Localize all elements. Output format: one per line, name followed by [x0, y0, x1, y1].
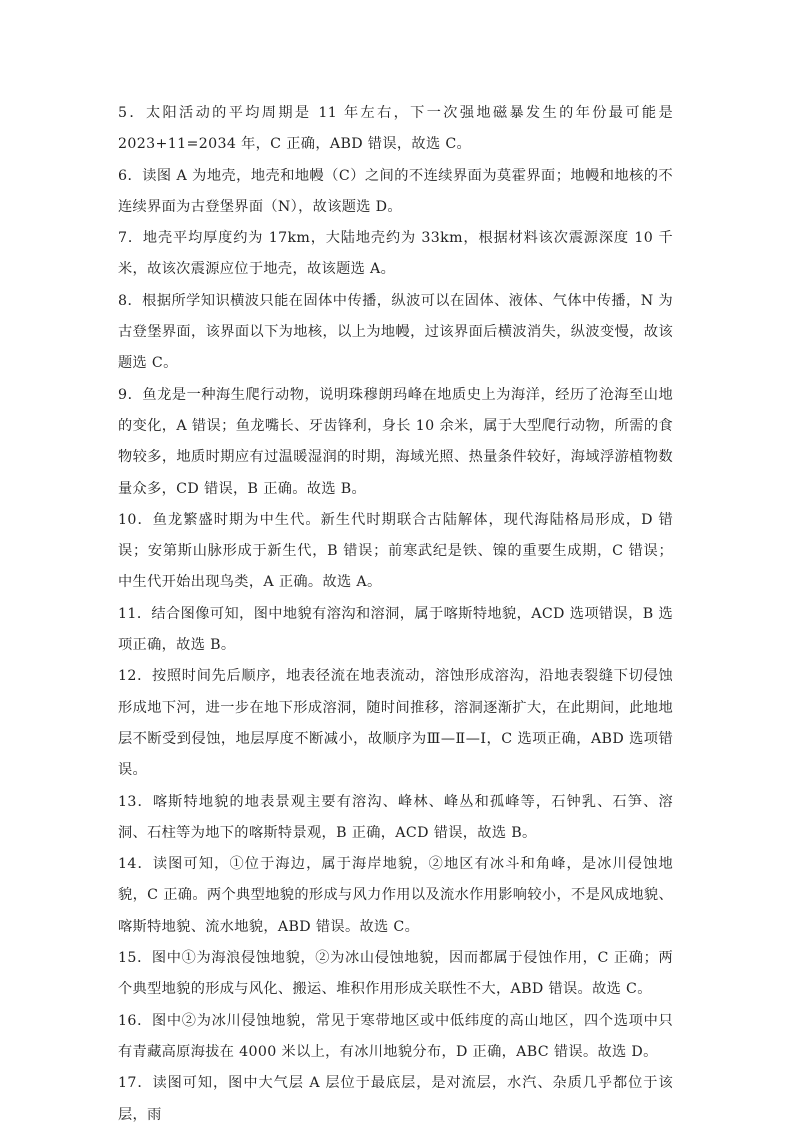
document-page: [118, 98, 673, 1131]
answer-12: 12．按照时间先后顺序，地表径流在地表流动，溶蚀形成溶沟，沿地表裂缝下切侵蚀形成地下河，进一步在地下形成溶洞，随时间推移，溶洞逐渐扩大，在此期间，此地地层不断受到侵蚀，地层厚度不断减小，故顺序为Ⅲ—Ⅱ—Ⅰ，C 选项正确，ABD 选项错误。: [118, 668, 673, 779]
answer-8: 8．根据所学知识横波只能在固体中传播，纵波可以在固体、液体、气体中传播，N 为古登堡界面，该界面以下为地核，以上为地幔，过该界面后横波消失，纵波变慢，故该题选 C。: [118, 292, 673, 372]
answer-6: 6．读图 A 为地壳，地壳和地幔（C）之间的不连续界面为莫霍界面；地幔和地核的不连续界面为古登堡界面（N），故该题选 D。: [118, 167, 673, 215]
answer-15: 15．图中①为海浪侵蚀地貌，②为冰山侵蚀地貌，因而都属于侵蚀作用，C 正确；两个典型地貌的形成与风化、搬运、堆积作用形成关联性不大，ABD 错误。故选 C。: [118, 950, 673, 998]
answer-16: 16．图中②为冰川侵蚀地貌，常见于寒带地区或中低纬度的高山地区，四个选项中只有青藏高原海拔在 4000 米以上，有冰川地貌分布，D 正确，ABC 错误。故选 D。: [118, 1012, 673, 1060]
answer-11: 11．结合图像可知，图中地貌有溶沟和溶洞，属于喀斯特地貌，ACD 选项错误，B 选项正确，故选 B。: [118, 605, 673, 654]
answer-5: 5．太阳活动的平均周期是 11 年左右，下一次强地磁暴发生的年份最可能是 2023+11=2034 年，C 正确，ABD 错误，故选 C。: [118, 105, 673, 153]
answer-17: 17．读图可知，图中大气层 A 层位于最底层，是对流层，水汽、杂质几乎都位于该层，雨: [118, 1075, 673, 1123]
answer-7: 7．地壳平均厚度约为 17km，大陆地壳约为 33km，根据材料该次震源深度 10 千米，故该次震源应位于地壳，故该题选 A。: [118, 230, 673, 278]
answer-10: 10．鱼龙繁盛时期为中生代。新生代时期联合古陆解体，现代海陆格局形成，D 错误；安第斯山脉形成于新生代，B 错误；前寒武纪是铁、镍的重要生成期，C 错误；中生代开始出现鸟类，A 正确。故选 A。: [118, 511, 673, 591]
answer-13: 13．喀斯特地貌的地表景观主要有溶沟、峰林、峰丛和孤峰等，石钟乳、石笋、溶洞、石柱等为地下的喀斯特景观，B 正确，ACD 错误，故选 B。: [118, 793, 673, 841]
answer-9: 9．鱼龙是一种海生爬行动物，说明珠穆朗玛峰在地质史上为海洋，经历了沧海至山地的变化，A 错误；鱼龙嘴长、牙齿锋利，身长 10 余米，属于大型爬行动物，所需的食物较多，地质时期应有过温暖湿润的时期，海域光照、热量条件较好，海域浮游植物数量众多，CD 错误，B 正确。故选 B。: [118, 386, 673, 497]
answer-14: 14．读图可知，①位于海边，属于海岸地貌，②地区有冰斗和角峰，是冰川侵蚀地貌，C 正确。两个典型地貌的形成与风力作用以及流水作用影响较小，不是风成地貌、喀斯特地貌、流水地貌，ABD 错误。故选 C。: [118, 856, 673, 935]
